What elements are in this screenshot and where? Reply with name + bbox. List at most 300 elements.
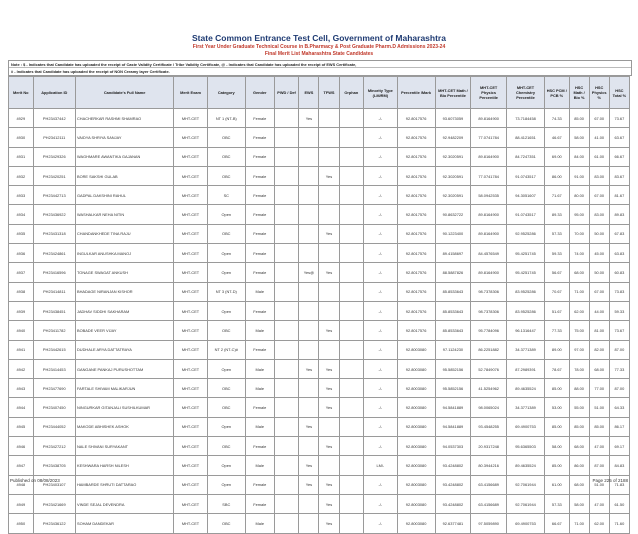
table-cell: -/-	[364, 301, 398, 320]
table-cell: 74.00	[569, 244, 589, 263]
column-header: Gender	[245, 77, 274, 109]
table-cell	[274, 437, 299, 456]
table-cell: 67.00	[589, 186, 609, 205]
column-header: HSC Total %	[609, 77, 629, 109]
table-body	[9, 109, 630, 534]
table-cell: 4932	[9, 166, 34, 185]
table-cell: 73.7184458	[507, 109, 545, 128]
table-cell	[339, 340, 364, 359]
table-cell: 4943	[9, 379, 34, 398]
note-line: # - Indicates that Candidate has uploaded the receipt of NON Creamy layer Certificate.	[11, 68, 170, 74]
table-cell: SBC	[207, 494, 245, 513]
table-cell	[339, 186, 364, 205]
table-cell	[339, 109, 364, 128]
table-cell: 86.00	[545, 166, 570, 185]
table-cell: -/-	[364, 359, 398, 378]
table-cell: 69.4900753	[507, 417, 545, 436]
table-header-row	[9, 77, 630, 109]
table-cell: MHT-CET	[174, 417, 208, 436]
table-cell: 4940	[9, 321, 34, 340]
table-cell	[339, 514, 364, 533]
table-cell: 95.5852156	[435, 379, 471, 398]
table-row	[9, 321, 630, 340]
table-cell: 66.67	[609, 147, 629, 166]
table-cell: Male	[245, 321, 274, 340]
table-cell	[319, 147, 339, 166]
table-cell: 92.8003080	[397, 340, 435, 359]
table-cell: PH23444052	[33, 417, 75, 436]
table-cell: 51.00	[589, 475, 609, 494]
table-cell	[274, 494, 299, 513]
table-cell: MHT-CET	[174, 166, 208, 185]
column-header: Candidate's Full Name	[76, 77, 174, 109]
table-cell	[299, 398, 319, 417]
table-cell: 77.33	[609, 359, 629, 378]
table-cell: 92.3020591	[435, 147, 471, 166]
table-cell: 66.67	[545, 514, 570, 533]
table-cell	[339, 166, 364, 185]
table-cell: 41.00	[589, 128, 609, 147]
table-cell	[339, 147, 364, 166]
table-row	[9, 514, 630, 533]
table-cell: MHT-CET	[174, 437, 208, 456]
table-cell: 92.8017576	[397, 205, 435, 224]
table-cell: 91.0743517	[507, 205, 545, 224]
table-cell: Male	[245, 282, 274, 301]
table-cell: 73.83	[609, 282, 629, 301]
table-cell: Female	[245, 437, 274, 456]
table-cell: OBC	[207, 514, 245, 533]
table-cell: 68.00	[589, 359, 609, 378]
table-cell: 63.4156689	[471, 475, 507, 494]
table-cell: PH23477690	[33, 379, 75, 398]
table-cell: 93.4248802	[435, 475, 471, 494]
column-header: Category	[207, 77, 245, 109]
table-cell: OBC	[207, 128, 245, 147]
merit-list-table	[8, 76, 630, 534]
table-cell: 45.00	[589, 244, 609, 263]
table-cell: -/-	[364, 494, 398, 513]
table-cell: 87.00	[609, 340, 629, 359]
table-cell: 69.4900753	[507, 514, 545, 533]
table-cell	[299, 282, 319, 301]
table-cell: 71.00	[569, 514, 589, 533]
table-cell: 58.00	[569, 494, 589, 513]
table-cell: 51.67	[545, 301, 570, 320]
table-cell: Yes	[319, 379, 339, 398]
table-cell	[319, 109, 339, 128]
table-cell: 94.3051607	[507, 186, 545, 205]
table-cell: PH23438705	[33, 456, 75, 475]
column-header: MHT-CET Chemistry Percentile	[507, 77, 545, 109]
table-cell: 92.9482209	[435, 128, 471, 147]
table-cell: 86.17	[609, 417, 629, 436]
table-cell: 68.00	[569, 263, 589, 282]
table-cell	[274, 263, 299, 282]
table-cell: -/-	[364, 205, 398, 224]
table-row	[9, 494, 630, 513]
table-cell: 81.67	[609, 186, 629, 205]
table-cell: 92.7061944	[507, 494, 545, 513]
table-cell	[299, 437, 319, 456]
table-cell	[319, 417, 339, 436]
table-cell: OBC	[207, 379, 245, 398]
table-cell: MHT-CET	[174, 244, 208, 263]
table-cell: 92.3020591	[435, 166, 471, 185]
table-cell: OBC	[207, 321, 245, 340]
table-cell: PH23429326	[33, 147, 75, 166]
table-cell: OBC	[207, 398, 245, 417]
table-cell: 60.83	[609, 263, 629, 282]
table-cell: 4938	[9, 282, 34, 301]
table-cell	[319, 340, 339, 359]
table-cell: 77.0741784	[471, 166, 507, 185]
table-cell: 77.0741784	[471, 128, 507, 147]
candidate-name-cell: DUDHALE ARYA DATTATRAYA	[76, 340, 174, 359]
table-cell: 62.00	[589, 514, 609, 533]
table-row	[9, 359, 630, 378]
table-cell: 94.0537303	[435, 437, 471, 456]
table-row	[9, 147, 630, 166]
table-cell: 91.0743517	[507, 166, 545, 185]
table-cell: -/-	[364, 128, 398, 147]
table-cell: 83.9525286	[507, 282, 545, 301]
table-cell: 87.00	[609, 379, 629, 398]
table-cell	[274, 340, 299, 359]
table-cell: MHT-CET	[174, 301, 208, 320]
table-cell: PH23431318	[33, 224, 75, 243]
table-cell: 71.83	[609, 475, 629, 494]
table-cell	[339, 224, 364, 243]
table-cell: 67.00	[589, 282, 609, 301]
table-cell	[339, 359, 364, 378]
table-cell: 89.00	[545, 340, 570, 359]
table-cell: PH23411782	[33, 321, 75, 340]
candidate-name-cell: GADPAL DAKSHINI RAHUL	[76, 186, 174, 205]
table-cell: 83.67	[609, 166, 629, 185]
table-cell: 85.8533643	[435, 282, 471, 301]
table-cell: 4939	[9, 301, 34, 320]
table-cell: 67.00	[589, 109, 609, 128]
table-cell: MHT-CET	[174, 379, 208, 398]
table-cell: MHT-CET	[174, 282, 208, 301]
table-cell	[274, 109, 299, 128]
table-cell: 94.5841889	[435, 417, 471, 436]
table-cell: 63.4156689	[471, 494, 507, 513]
table-cell	[339, 456, 364, 475]
column-header: EWS	[299, 77, 319, 109]
table-cell: 84.4576549	[471, 244, 507, 263]
table-cell: OBC	[207, 224, 245, 243]
table-cell: Male	[245, 417, 274, 436]
table-cell: 50.00	[589, 263, 609, 282]
table-cell	[319, 205, 339, 224]
table-cell	[299, 514, 319, 533]
table-cell: 85.00	[569, 417, 589, 436]
table-cell: 4950	[9, 514, 34, 533]
table-cell: PH23437442	[33, 109, 75, 128]
table-cell: 46.67	[545, 128, 570, 147]
table-cell: PH23412111	[33, 128, 75, 147]
table-cell: Open	[207, 244, 245, 263]
candidate-name-cell: KESHWARA HARSH NILESH	[76, 456, 174, 475]
column-header: Orphan	[339, 77, 364, 109]
table-cell	[299, 186, 319, 205]
table-cell: 92.8017576	[397, 166, 435, 185]
table-cell: 4936	[9, 244, 34, 263]
table-cell: 92.8017576	[397, 128, 435, 147]
table-row	[9, 128, 630, 147]
table-cell: Yes	[319, 224, 339, 243]
table-cell: 95.7784096	[471, 321, 507, 340]
table-cell: 61.50	[609, 494, 629, 513]
table-cell: Yes	[319, 437, 339, 456]
column-header: Merit No	[9, 77, 34, 109]
page-subtitle: First Year Under Graduate Technical Course in B.Pharmacy & Post Graduate Pharm.D Admissions 2023-24	[192, 44, 446, 50]
table-cell	[299, 224, 319, 243]
table-cell: MHT-CET	[174, 398, 208, 417]
table-cell: Female	[245, 109, 274, 128]
table-cell	[339, 263, 364, 282]
table-cell: PH23424861	[33, 244, 75, 263]
table-cell	[274, 282, 299, 301]
table-cell: 47.00	[589, 437, 609, 456]
table-cell: 92.8017576	[397, 282, 435, 301]
table-cell	[274, 359, 299, 378]
table-cell	[299, 244, 319, 263]
table-cell: 73.67	[609, 321, 629, 340]
table-cell: 93.4248802	[435, 494, 471, 513]
table-cell	[339, 321, 364, 340]
table-cell: 89.4158697	[435, 244, 471, 263]
table-row	[9, 244, 630, 263]
candidate-name-cell: CHANDANKHEDE TINA RAJU	[76, 224, 174, 243]
table-cell: 89.83	[609, 205, 629, 224]
table-cell: 92.8003080	[397, 398, 435, 417]
table-cell	[339, 475, 364, 494]
table-cell: MHT-CET	[174, 340, 208, 359]
table-cell: 90.1223400	[435, 224, 471, 243]
table-cell: 78.00	[569, 359, 589, 378]
table-cell: 58.0942535	[471, 186, 507, 205]
table-cell: Male	[245, 514, 274, 533]
table-cell: 63.67	[609, 128, 629, 147]
table-cell: 34.3771389	[507, 398, 545, 417]
table-cell: Yes	[299, 417, 319, 436]
table-cell: MHT-CET	[174, 359, 208, 378]
table-cell	[299, 128, 319, 147]
column-header: Merit Exam	[174, 77, 208, 109]
table-row	[9, 263, 630, 282]
table-cell: 20.9317248	[471, 437, 507, 456]
table-cell: 92.8003080	[397, 475, 435, 494]
table-cell: Female	[245, 398, 274, 417]
table-cell: 71.60	[609, 514, 629, 533]
table-cell: 71.00	[569, 282, 589, 301]
table-cell: 4949	[9, 494, 34, 513]
table-row	[9, 282, 630, 301]
table-cell: 83.00	[589, 166, 609, 185]
column-header: HSC PCM / PCB %	[545, 77, 570, 109]
table-cell: 61.00	[545, 475, 570, 494]
column-header: HSC Math / Bio %	[569, 77, 589, 109]
table-cell: 80.00	[569, 186, 589, 205]
table-cell: 98.7378306	[471, 282, 507, 301]
table-cell: 85.00	[545, 456, 570, 475]
page-number: Page 225 of 2188	[592, 478, 628, 483]
table-cell: -/-	[364, 475, 398, 494]
column-header: MHT-CET Math / Bio Percentile	[435, 77, 471, 109]
table-cell: 86.00	[569, 456, 589, 475]
table-row	[9, 398, 630, 417]
table-cell: 85.00	[569, 109, 589, 128]
table-cell: MHT-CET	[174, 456, 208, 475]
candidate-name-cell: WAGHMARE AWANTIKA GAJANAN	[76, 147, 174, 166]
table-cell	[274, 475, 299, 494]
table-cell: 90.8632722	[435, 205, 471, 224]
table-cell: NT 3 (NT-D)	[207, 282, 245, 301]
table-cell: 95.4251745	[507, 263, 545, 282]
table-cell: 70.00	[569, 224, 589, 243]
table-cell: Yes	[319, 166, 339, 185]
table-row	[9, 224, 630, 243]
table-cell: 68.00	[569, 475, 589, 494]
table-cell: Open	[207, 301, 245, 320]
table-cell: 95.00	[569, 205, 589, 224]
table-cell	[299, 301, 319, 320]
table-cell: 95.5852156	[435, 359, 471, 378]
candidate-name-cell: FARTALE SHIVAM MALIKARJUN	[76, 379, 174, 398]
table-cell: PH23416596	[33, 263, 75, 282]
table-cell: 91.00	[569, 166, 589, 185]
table-cell: 93.4248802	[435, 456, 471, 475]
table-cell: -/-	[364, 263, 398, 282]
table-cell: PH23414811	[33, 282, 75, 301]
table-cell: Yes	[319, 514, 339, 533]
table-cell: -/-	[364, 244, 398, 263]
table-cell: 59.33	[545, 244, 570, 263]
table-cell	[274, 514, 299, 533]
table-cell	[274, 128, 299, 147]
table-cell: 92.8017576	[397, 321, 435, 340]
table-cell: 92.3020591	[435, 186, 471, 205]
table-cell: MHT-CET	[174, 186, 208, 205]
table-cell: PH23407450	[33, 398, 75, 417]
table-cell: 88.4121651	[507, 128, 545, 147]
table-cell	[339, 417, 364, 436]
table-cell: 92.8017576	[397, 263, 435, 282]
candidate-name-cell: BORE SAKSHI GULAB	[76, 166, 174, 185]
table-cell	[319, 244, 339, 263]
table-cell: 67.83	[609, 224, 629, 243]
table-cell: Female	[245, 340, 274, 359]
table-cell: 87.2989391	[507, 359, 545, 378]
table-cell: PH23421669	[33, 494, 75, 513]
table-cell: 78.67	[545, 359, 570, 378]
table-cell: 77.00	[589, 379, 609, 398]
table-cell	[274, 205, 299, 224]
table-row	[9, 186, 630, 205]
candidate-name-cell: GANGANE PANKAJ PURUSHOTTAM	[76, 359, 174, 378]
table-cell: 61.00	[589, 147, 609, 166]
candidate-name-cell: MAKODE ABHISHEK ASHOK	[76, 417, 174, 436]
table-cell: 97.5059890	[471, 514, 507, 533]
table-cell: 88.5887826	[435, 263, 471, 282]
table-cell	[274, 398, 299, 417]
table-cell: 94.5841889	[435, 398, 471, 417]
table-cell: OBC	[207, 166, 245, 185]
table-cell	[319, 128, 339, 147]
table-cell: PH23403107	[33, 475, 75, 494]
table-cell: Yes@	[299, 263, 319, 282]
table-cell: 80.3944216	[471, 456, 507, 475]
table-cell: 92.8003080	[397, 417, 435, 436]
table-cell: PH23436122	[33, 514, 75, 533]
table-cell: -/-	[364, 437, 398, 456]
table-cell: 44.00	[589, 301, 609, 320]
table-cell: -/-	[364, 282, 398, 301]
table-row	[9, 379, 630, 398]
table-cell: 4934	[9, 205, 34, 224]
table-cell: 87.00	[589, 456, 609, 475]
table-cell: MHT-CET	[174, 109, 208, 128]
table-cell: 95.6365503	[507, 437, 545, 456]
table-cell: PH23414453	[33, 359, 75, 378]
table-cell	[274, 379, 299, 398]
table-cell: 92.8003080	[397, 494, 435, 513]
table-cell: 85.8533643	[435, 301, 471, 320]
table-cell: 89.4635524	[507, 456, 545, 475]
table-cell: 88.00	[569, 379, 589, 398]
table-cell	[299, 166, 319, 185]
table-row	[9, 166, 630, 185]
table-cell	[274, 244, 299, 263]
table-cell: 84.83	[609, 456, 629, 475]
table-cell: MHT-CET	[174, 147, 208, 166]
table-cell: -/-	[364, 379, 398, 398]
table-cell: MHT-CET	[174, 263, 208, 282]
table-cell: Yes	[319, 398, 339, 417]
table-cell: Yes	[319, 359, 339, 378]
table-cell: -/-	[364, 109, 398, 128]
table-cell: -/-	[364, 514, 398, 533]
table-cell: 89.8164900	[471, 147, 507, 166]
table-cell: -/-	[364, 186, 398, 205]
table-cell: 92.8003080	[397, 456, 435, 475]
table-cell: 4946	[9, 437, 34, 456]
table-cell: Female	[245, 166, 274, 185]
table-cell: PH23436922	[33, 205, 75, 224]
table-cell	[339, 282, 364, 301]
table-cell: 96.1316447	[507, 321, 545, 340]
table-cell: 57.33	[545, 494, 570, 513]
table-cell: 92.8017576	[397, 109, 435, 128]
table-cell: 92.8017576	[397, 224, 435, 243]
column-header: Percentile /Mark	[397, 77, 435, 109]
table-cell	[299, 340, 319, 359]
table-cell: NT 1 (NT-B)	[207, 109, 245, 128]
table-cell: -/-	[364, 340, 398, 359]
table-cell: 92.6377481	[435, 514, 471, 533]
table-row	[9, 205, 630, 224]
table-cell: 92.8003080	[397, 379, 435, 398]
table-cell: 41.5254962	[471, 379, 507, 398]
table-cell: 58.00	[569, 128, 589, 147]
table-cell: 57.33	[545, 224, 570, 243]
table-cell: MHT-CET	[174, 514, 208, 533]
table-cell: 70.67	[545, 282, 570, 301]
page-title: State Common Entrance Test Cell, Government of Maharashtra	[192, 33, 446, 43]
